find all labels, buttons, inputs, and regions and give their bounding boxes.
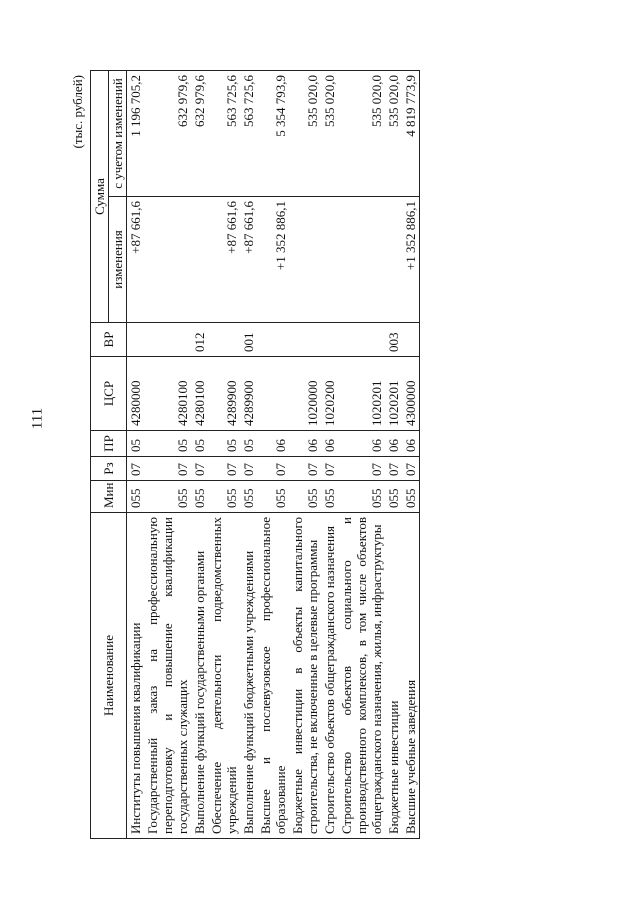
cell-name: Бюджетные инвестиции — [385, 513, 402, 839]
cell-changes — [385, 197, 402, 323]
cell-vr: 001 — [240, 323, 257, 357]
cell-pr: 05 — [208, 431, 240, 457]
cell-vr — [338, 323, 385, 357]
cell-name: Выполнение функций бюджетными учреждениями — [240, 513, 257, 839]
cell-min: 055 — [338, 481, 385, 513]
cell-min: 055 — [289, 481, 321, 513]
page-number: 111 — [29, 407, 46, 430]
cell-min: 055 — [385, 481, 402, 513]
cell-changes — [144, 197, 191, 323]
cell-rz: 07 — [191, 457, 208, 481]
cell-vr — [402, 323, 420, 357]
cell-pr: 06 — [402, 431, 420, 457]
cell-total: 535 020,0 — [338, 71, 385, 197]
table-row — [127, 71, 145, 839]
cell-csr: 4289900 — [240, 357, 257, 431]
cell-csr: 1020201 — [385, 357, 402, 431]
cell-rz: 07 — [289, 457, 321, 481]
cell-vr — [144, 323, 191, 357]
header-rz: Рз — [91, 457, 127, 481]
cell-min: 055 — [127, 481, 145, 513]
cell-min: 055 — [321, 481, 338, 513]
cell-total: 535 020,0 — [289, 71, 321, 197]
cell-name: Высшие учебные заведения — [402, 513, 420, 839]
cell-name: Выполнение функций государственными органами — [191, 513, 208, 839]
cell-pr: 05 — [240, 431, 257, 457]
cell-changes: +1 352 886,1 — [402, 197, 420, 323]
header-vr: ВР — [91, 323, 127, 357]
cell-csr — [257, 357, 289, 431]
table-row — [208, 71, 240, 839]
cell-csr: 4280000 — [127, 357, 145, 431]
cell-csr: 4289900 — [208, 357, 240, 431]
table-row — [257, 71, 289, 839]
cell-rz: 07 — [402, 457, 420, 481]
header-csr: ЦСР — [91, 357, 127, 431]
cell-vr: 012 — [191, 323, 208, 357]
cell-changes — [321, 197, 338, 323]
table-row — [402, 71, 420, 839]
cell-rz: 07 — [144, 457, 191, 481]
header-with-changes: с учетом изменений — [109, 71, 127, 197]
cell-name: Высшее и послевузовское профессиональное образование — [257, 513, 289, 839]
cell-name: Институты повышения квалификации — [127, 513, 145, 839]
cell-total: 632 979,6 — [144, 71, 191, 197]
cell-total: 5 354 793,9 — [257, 71, 289, 197]
cell-min: 055 — [240, 481, 257, 513]
cell-rz: 07 — [385, 457, 402, 481]
cell-vr — [257, 323, 289, 357]
header-changes: изменения — [109, 197, 127, 323]
cell-rz: 07 — [208, 457, 240, 481]
cell-changes — [338, 197, 385, 323]
cell-changes: +87 661,6 — [240, 197, 257, 323]
cell-pr: 06 — [289, 431, 321, 457]
header-pr: ПР — [91, 431, 127, 457]
cell-rz: 07 — [127, 457, 145, 481]
header-min: Мин — [91, 481, 127, 513]
table-row — [385, 71, 402, 839]
header-name: Наименование — [91, 513, 127, 839]
cell-pr: 05 — [191, 431, 208, 457]
table-row — [191, 71, 208, 839]
cell-name: Обеспечение деятельности подведомственных учреждений — [208, 513, 240, 839]
table-body — [127, 71, 420, 839]
cell-rz: 07 — [338, 457, 385, 481]
cell-csr: 1020201 — [338, 357, 385, 431]
cell-changes: +1 352 886,1 — [257, 197, 289, 323]
units-label: (тыс. рублей) — [70, 75, 85, 149]
table-row — [289, 71, 321, 839]
cell-changes — [289, 197, 321, 323]
header-sum: Сумма — [91, 71, 109, 323]
cell-csr: 4300000 — [402, 357, 420, 431]
cell-pr: 06 — [385, 431, 402, 457]
cell-rz: 07 — [240, 457, 257, 481]
cell-total: 563 725,6 — [208, 71, 240, 197]
cell-vr — [289, 323, 321, 357]
cell-min: 055 — [191, 481, 208, 513]
table-row — [240, 71, 257, 839]
table-row — [338, 71, 385, 839]
cell-csr: 1020000 — [289, 357, 321, 431]
cell-min: 055 — [402, 481, 420, 513]
cell-total: 535 020,0 — [385, 71, 402, 197]
cell-pr: 06 — [338, 431, 385, 457]
cell-vr — [208, 323, 240, 357]
cell-total: 535 020,0 — [321, 71, 338, 197]
cell-csr: 4280100 — [144, 357, 191, 431]
budget-table — [90, 70, 420, 839]
table-row — [144, 71, 191, 839]
cell-csr: 1020200 — [321, 357, 338, 431]
cell-changes: +87 661,6 — [208, 197, 240, 323]
cell-name: Строительство объектов общегражданского назначения — [321, 513, 338, 839]
cell-total: 4 819 773,9 — [402, 71, 420, 197]
cell-vr — [321, 323, 338, 357]
cell-pr: 05 — [127, 431, 145, 457]
cell-name: Строительство объектов социального и производственного комплексов, в том числе объектов общегражданского назначения, жилья, инфраструктуры — [338, 513, 385, 839]
cell-vr — [127, 323, 145, 357]
cell-pr: 06 — [321, 431, 338, 457]
cell-rz: 07 — [321, 457, 338, 481]
cell-min: 055 — [257, 481, 289, 513]
cell-vr: 003 — [385, 323, 402, 357]
cell-name: Государственный заказ на профессиональную переподготовку и повышение квалификации государственных служащих — [144, 513, 191, 839]
cell-changes: +87 661,6 — [127, 197, 145, 323]
cell-csr: 4280100 — [191, 357, 208, 431]
cell-total: 563 725,6 — [240, 71, 257, 197]
cell-min: 055 — [208, 481, 240, 513]
budget-sheet — [70, 71, 570, 839]
cell-name: Бюджетные инвестиции в объекты капитального строительства, не включенные в целевые программы — [289, 513, 321, 839]
cell-pr: 06 — [257, 431, 289, 457]
cell-changes — [191, 197, 208, 323]
cell-total: 632 979,6 — [191, 71, 208, 197]
cell-pr: 05 — [144, 431, 191, 457]
table-row — [321, 71, 338, 839]
cell-min: 055 — [144, 481, 191, 513]
cell-rz: 07 — [257, 457, 289, 481]
cell-total: 1 196 705,2 — [127, 71, 145, 197]
